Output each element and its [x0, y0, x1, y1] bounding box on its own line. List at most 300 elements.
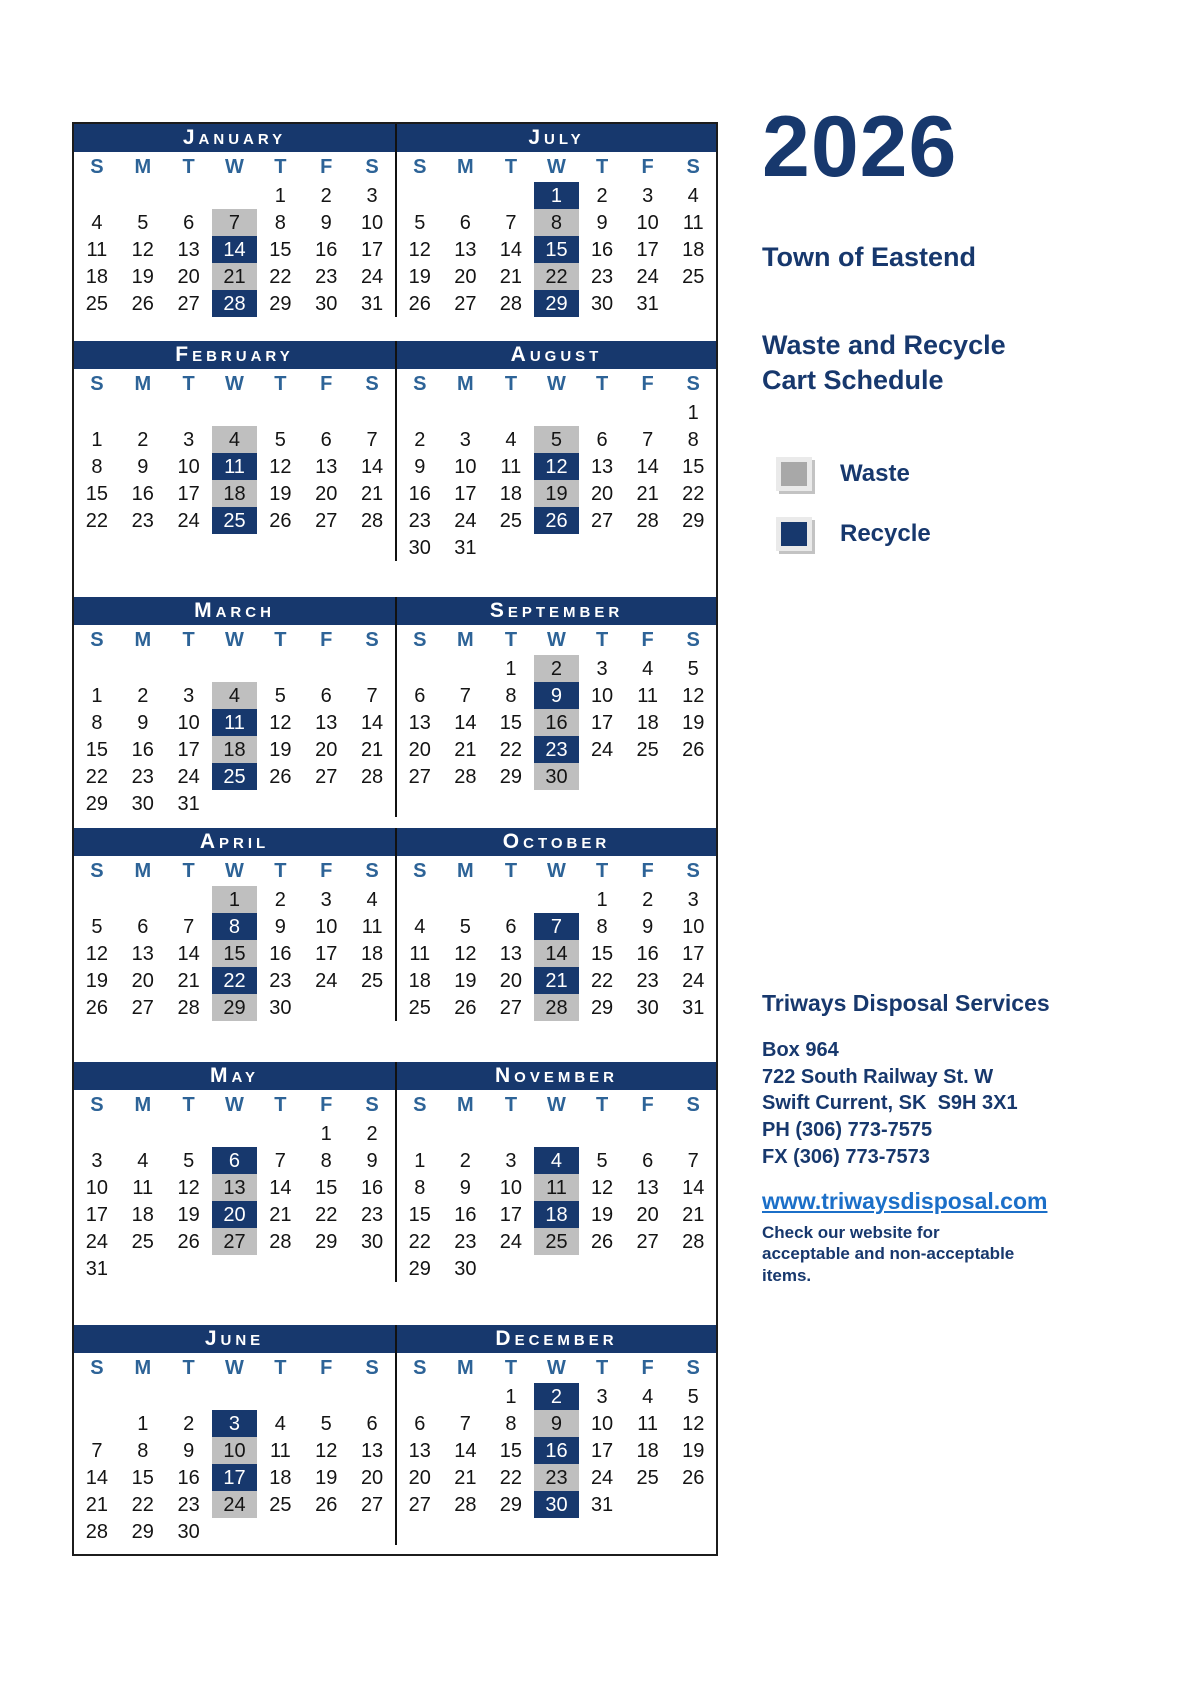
calendar-day: 18 [408, 969, 431, 992]
contact-block [762, 990, 1082, 1286]
calendar-day: 26 [269, 509, 292, 532]
calendar-day: 14 [85, 1466, 109, 1489]
calendar-day: 10 [177, 455, 200, 478]
week-row [397, 736, 716, 763]
calendar-day: 30 [590, 292, 614, 315]
recycle-day: 9 [534, 682, 580, 709]
weekday-row [397, 369, 716, 399]
weekday-label: S [413, 629, 427, 651]
empty-day [579, 399, 625, 426]
weekday-label: T [182, 1357, 195, 1379]
recycle-day: 20 [212, 1201, 258, 1228]
calendar-day: 8 [414, 1176, 426, 1199]
calendar-day: 29 [682, 509, 705, 532]
week-row [74, 655, 395, 682]
calendar-day: 31 [682, 996, 705, 1019]
calendar-day: 11 [269, 1439, 291, 1462]
empty-day [166, 655, 212, 682]
week-row [74, 1228, 395, 1255]
weekday-label: T [182, 629, 195, 651]
calendar-day: 16 [315, 238, 338, 261]
empty-day [670, 1255, 716, 1282]
empty-day [443, 886, 489, 913]
calendar-day: 6 [596, 428, 608, 451]
calendar-day: 23 [131, 765, 154, 788]
calendar-day: 7 [687, 1149, 699, 1172]
calendar-day: 5 [320, 1412, 332, 1435]
calendar-day: 3 [459, 428, 471, 451]
weekday-label: T [595, 156, 609, 178]
weekday-label: S [413, 373, 427, 395]
calendar-day: 24 [499, 1230, 523, 1253]
calendar-day: 18 [269, 1466, 292, 1489]
calendar-day: 10 [177, 711, 200, 734]
calendar-day: 18 [360, 942, 384, 965]
week-row [397, 790, 716, 817]
week-row [74, 790, 395, 817]
calendar-day: 3 [687, 888, 699, 911]
month-title [74, 1062, 395, 1090]
calendar-day: 19 [177, 1203, 200, 1226]
empty-day [443, 399, 489, 426]
calendar-day: 4 [91, 211, 103, 234]
calendar-day: 11 [637, 1412, 659, 1435]
weekday-label: T [504, 156, 518, 178]
calendar-day: 23 [408, 509, 431, 532]
empty-day [443, 1120, 489, 1147]
calendar-day: 24 [454, 509, 477, 532]
recycle-day: 8 [212, 913, 258, 940]
empty-day [443, 790, 489, 817]
calendar-day: 29 [590, 996, 614, 1019]
empty-day [534, 1120, 580, 1147]
month-title [74, 597, 395, 625]
empty-day [488, 790, 534, 817]
calendar-day: 6 [459, 211, 471, 234]
calendar-day: 22 [269, 265, 292, 288]
calendar-day: 17 [454, 482, 477, 505]
calendar-day: 7 [91, 1439, 103, 1462]
empty-day [670, 790, 716, 817]
waste-day: 28 [534, 994, 580, 1021]
week-row [74, 534, 395, 561]
recycle-day: 7 [534, 913, 580, 940]
calendar-day: 6 [642, 1149, 654, 1172]
calendar-day: 9 [366, 1149, 378, 1172]
calendar-day: 22 [85, 765, 109, 788]
calendar-day: 9 [137, 711, 149, 734]
empty-day [534, 534, 580, 561]
waste-day: 1 [212, 886, 258, 913]
week-row [74, 940, 395, 967]
calendar-day: 25 [636, 738, 659, 761]
calendar-day: 11 [409, 942, 431, 965]
calendar-day: 3 [183, 684, 195, 707]
calendar-day: 18 [131, 1203, 154, 1226]
weekday-label: M [134, 1357, 152, 1379]
empty-day [303, 1255, 349, 1282]
empty-day [625, 1255, 671, 1282]
weekday-label: S [686, 1357, 700, 1379]
week-row [397, 1201, 716, 1228]
weekday-label: M [134, 860, 152, 882]
calendar-day: 3 [183, 428, 195, 451]
year-title: 2026 [762, 99, 958, 195]
calendar-day: 11 [682, 211, 704, 234]
week-row [397, 886, 716, 913]
weekday-label: F [320, 373, 333, 395]
recycle-day: 4 [534, 1147, 580, 1174]
week-row [397, 182, 716, 209]
calendar-day: 15 [315, 1176, 338, 1199]
calendar-day: 19 [682, 1439, 705, 1462]
calendar-day: 24 [590, 1466, 614, 1489]
calendar-day: 24 [636, 265, 659, 288]
week-row [397, 534, 716, 561]
calendar-day: 8 [596, 915, 608, 938]
calendar-day: 2 [459, 1149, 471, 1172]
calendar-day: 17 [177, 738, 200, 761]
calendar-day: 26 [85, 996, 109, 1019]
calendar-day: 26 [269, 765, 292, 788]
empty-day [120, 534, 166, 561]
calendar-day: 21 [454, 1466, 477, 1489]
calendar-day: 17 [315, 942, 338, 965]
empty-day [397, 1518, 443, 1545]
weekday-label: W [225, 373, 244, 395]
calendar-day: 29 [85, 792, 109, 815]
calendar-day: 27 [499, 996, 523, 1019]
calendar-day: 18 [85, 265, 109, 288]
calendar-day: 8 [687, 428, 699, 451]
calendar-day: 14 [269, 1176, 292, 1199]
calendar-day: 13 [499, 942, 523, 965]
waste-day: 5 [534, 426, 580, 453]
town-title: Town of Eastend [762, 242, 976, 272]
month-september [395, 597, 716, 817]
calendar-day: 6 [414, 1412, 426, 1435]
calendar-day: 10 [360, 211, 384, 234]
empty-day [670, 1491, 716, 1518]
weekday-label: T [274, 860, 287, 882]
calendar-day: 8 [91, 455, 103, 478]
month-title-rest: ANUARY [198, 131, 287, 148]
calendar-day: 30 [315, 292, 338, 315]
weekday-label: F [641, 156, 654, 178]
calendar-day: 13 [131, 942, 154, 965]
calendar-day: 19 [590, 1203, 614, 1226]
month-title-initial: N [494, 1064, 515, 1087]
calendar-day: 17 [590, 1439, 614, 1462]
calendar-day: 20 [131, 969, 154, 992]
calendar-day: 24 [177, 509, 200, 532]
calendar-day: 4 [642, 1385, 654, 1408]
week-row [397, 1255, 716, 1282]
website-link[interactable]: www.triwaysdisposal.com [762, 1188, 1048, 1215]
empty-day [212, 1255, 258, 1282]
calendar-day: 23 [454, 1230, 477, 1253]
weekday-label: T [595, 1094, 609, 1116]
week-row [74, 763, 395, 790]
calendar-day: 10 [454, 455, 477, 478]
calendar-day: 2 [366, 1122, 378, 1145]
recycle-day: 15 [534, 236, 580, 263]
calendar-day: 20 [408, 738, 431, 761]
calendar-day: 13 [454, 238, 477, 261]
waste-day: 23 [534, 1464, 580, 1491]
calendar-day: 12 [269, 455, 292, 478]
month-title [397, 597, 716, 625]
empty-day [120, 399, 166, 426]
weekday-row [397, 856, 716, 886]
empty-day [534, 399, 580, 426]
weekday-label: T [504, 860, 518, 882]
weekday-label: T [182, 860, 195, 882]
calendar-day: 1 [505, 1385, 517, 1408]
month-title [397, 1062, 716, 1090]
calendar-day: 16 [269, 942, 292, 965]
calendar-day: 24 [177, 765, 200, 788]
weekday-label: F [320, 1094, 333, 1116]
calendar-day: 13 [408, 1439, 431, 1462]
calendar-day: 17 [636, 238, 659, 261]
month-february [74, 341, 395, 561]
empty-day [534, 790, 580, 817]
weekday-label: T [182, 373, 195, 395]
calendar-day: 10 [590, 1412, 614, 1435]
calendar-day: 23 [269, 969, 292, 992]
weekday-label: S [365, 1094, 379, 1116]
info-column [762, 99, 1082, 1286]
calendar-day: 25 [85, 292, 109, 315]
weekday-label: F [641, 1094, 654, 1116]
empty-day [625, 1120, 671, 1147]
calendar-day: 7 [183, 915, 195, 938]
recycle-swatch-icon [776, 517, 812, 551]
calendar-day: 3 [505, 1149, 517, 1172]
weekday-label: W [225, 1357, 244, 1379]
empty-day [120, 655, 166, 682]
calendar-day: 1 [91, 684, 103, 707]
waste-day: 16 [534, 709, 580, 736]
legend-row-recycle [762, 514, 1082, 554]
calendar-day: 6 [414, 684, 426, 707]
month-title-rest: UNE [220, 1332, 265, 1349]
calendar-day: 11 [500, 455, 522, 478]
empty-day [349, 1383, 395, 1410]
waste-day: 21 [212, 263, 258, 290]
calendar-day: 5 [459, 915, 471, 938]
calendar-day: 23 [636, 969, 659, 992]
empty-day [166, 1383, 212, 1410]
calendar-day: 17 [85, 1203, 109, 1226]
calendar-day: 24 [315, 969, 338, 992]
waste-day: 15 [212, 940, 258, 967]
recycle-day: 11 [212, 453, 258, 480]
month-pair-row [74, 341, 716, 597]
week-row [74, 236, 395, 263]
calendar-day: 8 [505, 1412, 517, 1435]
week-row [397, 1437, 716, 1464]
calendar-day: 31 [177, 792, 200, 815]
recycle-day: 28 [212, 290, 258, 317]
calendar-day: 25 [360, 969, 384, 992]
empty-day [257, 1518, 303, 1545]
weekday-label: T [274, 1094, 287, 1116]
week-row [397, 763, 716, 790]
weekday-row [74, 856, 395, 886]
calendar-day: 12 [177, 1176, 200, 1199]
calendar-day: 22 [590, 969, 614, 992]
waste-day: 22 [534, 263, 580, 290]
empty-day [120, 1255, 166, 1282]
empty-day [488, 886, 534, 913]
empty-day [303, 534, 349, 561]
calendar-day: 17 [590, 711, 614, 734]
waste-day: 10 [212, 1437, 258, 1464]
calendar-day: 21 [177, 969, 200, 992]
empty-day [349, 1518, 395, 1545]
month-pair-row [74, 828, 716, 1062]
waste-day: 9 [534, 1410, 580, 1437]
calendar-day: 22 [499, 1466, 523, 1489]
weekday-label: T [595, 629, 609, 651]
recycle-day: 6 [212, 1147, 258, 1174]
empty-day [349, 399, 395, 426]
empty-day [488, 1518, 534, 1545]
calendar-day: 27 [454, 292, 477, 315]
weekday-row [74, 1353, 395, 1383]
address-block [762, 1037, 1082, 1170]
calendar-day: 6 [320, 428, 332, 451]
calendar-day: 30 [269, 996, 292, 1019]
calendar-day: 11 [361, 915, 383, 938]
waste-day: 25 [534, 1228, 580, 1255]
calendar-day: 1 [320, 1122, 332, 1145]
calendar-day: 27 [177, 292, 200, 315]
calendar-day: 8 [274, 211, 286, 234]
weekday-label: W [547, 860, 566, 882]
calendar-day: 28 [360, 765, 384, 788]
calendar-day: 28 [682, 1230, 705, 1253]
recycle-day: 12 [534, 453, 580, 480]
calendar-day: 30 [408, 536, 431, 559]
empty-day [534, 1518, 580, 1545]
weekday-label: S [413, 860, 427, 882]
weekday-label: T [274, 1357, 287, 1379]
weekday-label: F [641, 1357, 654, 1379]
month-title-rest: ARCH [215, 604, 275, 621]
calendar-day: 14 [636, 455, 659, 478]
calendar-day: 26 [315, 1493, 338, 1516]
calendar-day: 7 [459, 1412, 471, 1435]
month-title-initial: S [489, 599, 508, 622]
schedule-subtitle [762, 328, 1082, 398]
calendar-day: 30 [131, 792, 154, 815]
calendar-day: 10 [590, 684, 614, 707]
calendar-day: 31 [636, 292, 659, 315]
week-row [74, 426, 395, 453]
weekday-row [74, 152, 395, 182]
calendar-day: 14 [682, 1176, 705, 1199]
empty-day [212, 1383, 258, 1410]
schedule-subtitle-line1: Waste and Recycle [762, 330, 1006, 360]
weekday-label: F [320, 629, 333, 651]
month-title [397, 124, 716, 152]
calendar-day: 21 [636, 482, 659, 505]
empty-day [212, 399, 258, 426]
calendar-day: 26 [131, 292, 154, 315]
calendar-day: 7 [274, 1149, 286, 1172]
calendar-day: 27 [408, 1493, 431, 1516]
calendar-day: 21 [499, 265, 523, 288]
empty-day [443, 1383, 489, 1410]
calendar-day: 21 [454, 738, 477, 761]
weekday-label: T [182, 1094, 195, 1116]
weekday-label: S [413, 1094, 427, 1116]
calendar-day: 7 [505, 211, 517, 234]
month-pair-row [74, 1062, 716, 1325]
calendar-day: 18 [682, 238, 705, 261]
calendar-day: 5 [274, 428, 286, 451]
week-row [74, 967, 395, 994]
weekday-label: S [686, 156, 700, 178]
weekday-label: F [641, 373, 654, 395]
week-row [74, 182, 395, 209]
calendar-day: 22 [682, 482, 705, 505]
week-row [397, 655, 716, 682]
empty-day [257, 399, 303, 426]
empty-day [670, 763, 716, 790]
month-december [395, 1325, 716, 1545]
empty-day [579, 763, 625, 790]
weekday-label: M [134, 373, 152, 395]
empty-day [397, 886, 443, 913]
empty-day [579, 1518, 625, 1545]
calendar-day: 26 [590, 1230, 614, 1253]
weekday-label: F [320, 1357, 333, 1379]
calendar-day: 6 [505, 915, 517, 938]
weekday-label: S [365, 860, 379, 882]
calendar-day: 5 [414, 211, 426, 234]
calendar-day: 9 [183, 1439, 195, 1462]
empty-day [579, 1255, 625, 1282]
calendar-day: 17 [682, 942, 705, 965]
calendar-day: 21 [682, 1203, 705, 1226]
recycle-day: 16 [534, 1437, 580, 1464]
week-row [397, 709, 716, 736]
month-title-rest: PRIL [219, 835, 270, 852]
weekday-label: W [225, 156, 244, 178]
month-title [74, 341, 395, 369]
calendar-day: 20 [315, 482, 338, 505]
empty-day [74, 886, 120, 913]
weekday-label: W [547, 1094, 566, 1116]
calendar-day: 19 [269, 482, 292, 505]
empty-day [625, 1491, 671, 1518]
empty-day [397, 182, 443, 209]
calendar-day: 27 [590, 509, 614, 532]
empty-day [625, 790, 671, 817]
weekday-label: T [595, 860, 609, 882]
waste-day: 18 [212, 736, 258, 763]
week-row [397, 1518, 716, 1545]
week-row [397, 209, 716, 236]
calendar-day: 29 [131, 1520, 154, 1543]
month-title-initial: J [204, 1327, 221, 1350]
empty-day [212, 1518, 258, 1545]
calendar-day: 3 [366, 184, 378, 207]
